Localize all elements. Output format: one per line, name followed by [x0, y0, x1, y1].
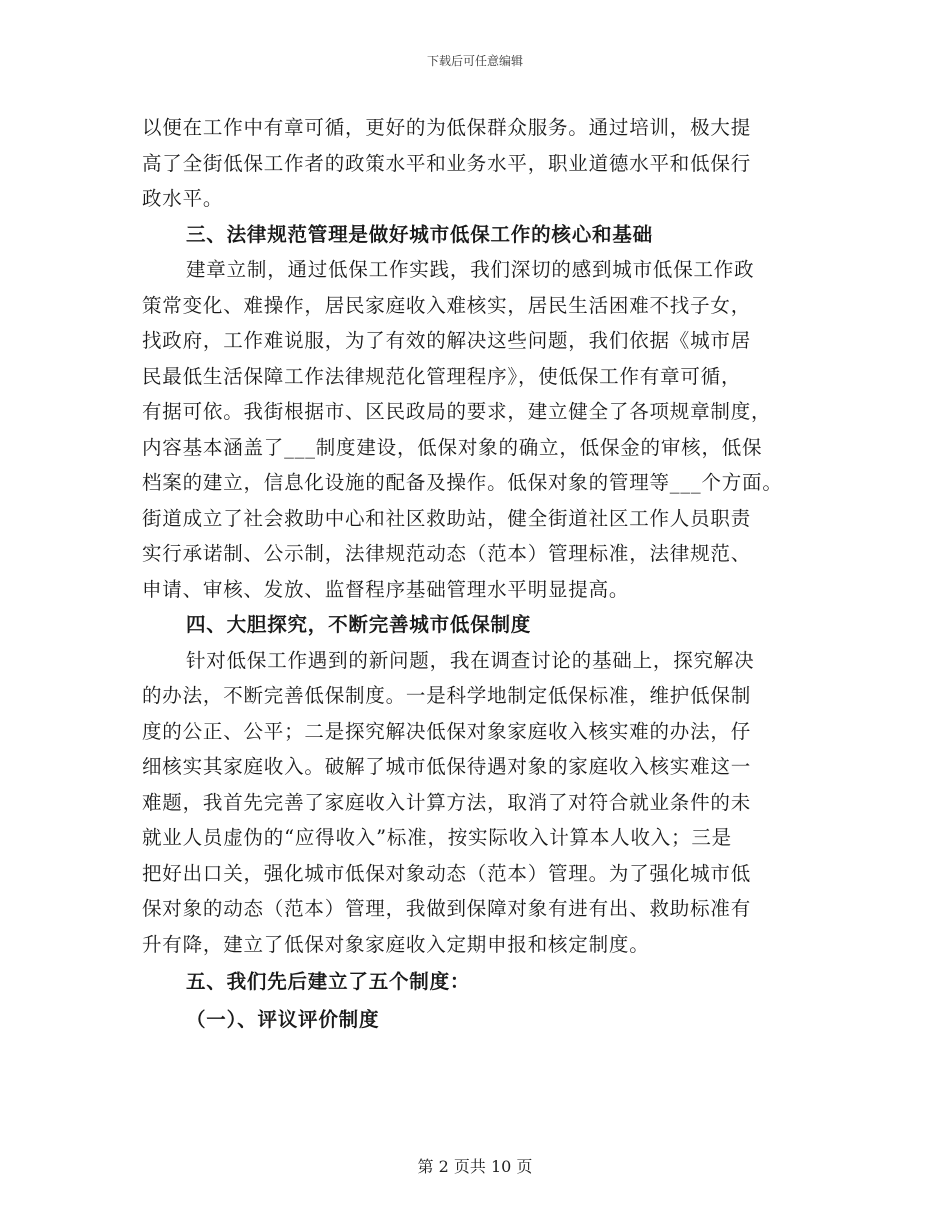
subsection-heading: （一）、评议评价制度	[186, 1007, 380, 1031]
body-line: 有据可依。我街根据市、区民政局的要求，建立健全了各项规章制度，	[142, 400, 772, 423]
body-line: 高了全街低保工作者的政策水平和业务水平，职业道德水平和低保行	[142, 151, 752, 175]
section-heading-3: 三、法律规范管理是做好城市低保工作的核心和基础	[186, 222, 653, 246]
section-heading-4: 四、大胆探究，不断完善城市低保制度	[186, 613, 532, 636]
body-line: 申请、审核、发放、监督程序基础管理水平明显提高。	[142, 577, 630, 601]
body-line: 档案的建立，信息化设施的配备及操作。低保对象的管理等___个方面。	[142, 471, 783, 494]
body-line: 实行承诺制、公示制，法律规范动态（范本）管理标准，法律规范、	[142, 542, 752, 565]
body-line: 度的公正、公平；二是探究解决低保对象家庭收入核实难的办法，仔	[142, 719, 752, 743]
body-line: 以便在工作中有章可循，更好的为低保群众服务。通过培训，极大提	[142, 116, 752, 139]
body-line: 难题，我首先完善了家庭收入计算方法，取消了对符合就业条件的未	[142, 790, 752, 814]
body-line: 把好出口关，强化城市低保对象动态（范本）管理。为了强化城市低	[142, 861, 752, 885]
body-line: 民最低生活保障工作法律规范化管理程序》，使低保工作有章可循，	[142, 364, 742, 388]
section-heading-5: 五、我们先后建立了五个制度：	[186, 970, 471, 993]
body-line: 找政府，工作难说服，为了有效的解决这些问题，我们依据《城市居	[142, 329, 752, 352]
body-line: 细核实其家庭收入。破解了城市低保待遇对象的家庭收入核实难这一	[142, 755, 752, 778]
body-line: 策常变化、难操作，居民家庭收入难核实，居民生活困难不找子女，	[142, 293, 752, 317]
body-line: 内容基本涵盖了___制度建设，低保对象的确立，低保金的审核，低保	[142, 435, 763, 459]
body-line: 升有降，建立了低保对象家庭收入定期申报和核定制度。	[142, 932, 650, 956]
body-line: 的办法，不断完善低保制度。一是科学地制定低保标准，维护低保制	[142, 684, 752, 707]
page-body	[142, 110, 812, 1037]
page-footer: 第 2 页共 10 页	[417, 1157, 533, 1176]
body-line: 针对低保工作遇到的新问题，我在调查讨论的基础上，探究解决	[186, 648, 755, 672]
body-line: 保对象的动态（范本）管理，我做到保障对象有进有出、救助标准有	[142, 897, 752, 920]
body-line: 政水平。	[142, 187, 224, 210]
body-line: 就业人员虚伪的“应得收入”标准，按实际收入计算本人收入；三是	[142, 826, 732, 849]
body-line: 建章立制，通过低保工作实践，我们深切的感到城市低保工作政	[186, 258, 755, 281]
body-line: 街道成立了社会救助中心和社区救助站，健全街道社区工作人员职责	[142, 506, 752, 530]
page-header: 下载后可任意编辑	[426, 54, 523, 68]
